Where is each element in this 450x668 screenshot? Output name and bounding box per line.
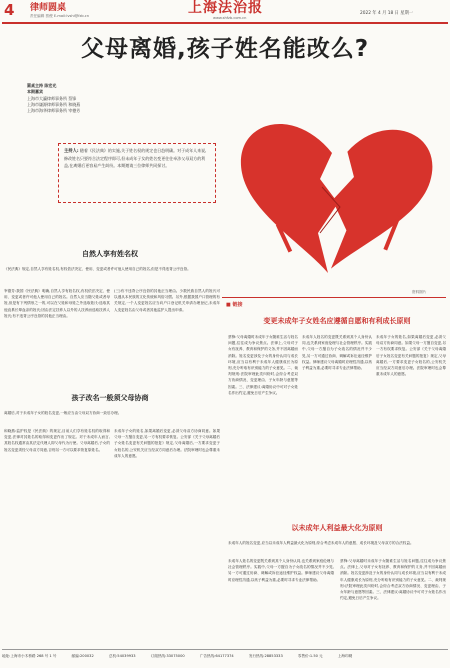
page-title: 父母离婚,孩子姓名能改么? xyxy=(80,36,370,62)
broken-heart-illustration xyxy=(222,83,446,287)
byline-line: 上海市谦源律师事务所 和晓燕 xyxy=(27,101,81,107)
host-label: 主持人: xyxy=(64,149,79,154)
editor-line: 责任编辑 蔡俊 E-mail:lvshi@fzb.cn xyxy=(30,14,90,18)
footer-bar xyxy=(2,649,448,665)
byline-line: 上海市大瀛律师事务所 蔡锋 xyxy=(27,95,77,101)
host-text: 随着《民法典》的实施,关于姓名权的规定也日趋明确。对于成年人来说,修改姓名只要符合法定程序即可,但未成年子女的姓名变更往往牵涉父母双方的利益,在离婚后更容易产生纠纷。本期邀请三位律师共同探讨。 xyxy=(64,148,207,168)
section-heading-4: 以未成年人利益最大化为原则 xyxy=(291,524,383,532)
section-2-col-1: 和晓燕:监护权是《民法典》的规定,目前人们享有姓名权的取得和变更,法律对其姓名的取得和变更作出了规定。对于未成年人而言,其姓名权通常由其法定代理人即父母代为行使。父母离婚后,子女的姓名变更须经父母双方同意,否则另一方可以要求恢复原姓名。 xyxy=(4,429,110,452)
section-4-col-1: 未成年人姓名的变更既关系到其个人身份认同,也关系到家庭伦理与社会管理秩序。实践中,父母一方擅自为子女改名的情况并不少见,另一方可通过协商、调解或诉讼途径维护权益。律师建议父母离婚时应理性沟通,以孩子利益为重,必要时寻求专业法律帮助。 xyxy=(228,559,334,582)
section-1-col-2: (三)有不违背公序良俗的其他正当理由。少数民族自然人的姓氏可以遵从本民族的文化传统和风俗习惯。另外,根据我国户口管理的有关规定,一个人变更姓名应当向户口登记机关申请办理登记,未成年人变更姓名由父母或者其他监护人提出申请。 xyxy=(114,289,220,312)
byline-line: 本期嘉宾 xyxy=(27,89,43,95)
section-1-intro: 《民法典》规定,自然人享有姓名权,有权依法决定、使用、变更或者许可他人使用自己的姓名,但是不得违背公序良俗。 xyxy=(4,267,191,271)
section-3-col-2: 未成年人姓名的变更既关系到其个人身份认同,也关系到家庭伦理与社会管理秩序。实践中,父母一方擅自为子女改名的情况并不少见,另一方可通过协商、调解或诉讼途径维护权益。律师建议父母离婚时应理性沟通,以孩子利益为重,必要时寻求专业法律帮助。 xyxy=(302,335,372,371)
footer-address: 地址:上海市小木桥路 268 号 1 号 xyxy=(2,654,57,658)
section-heading-1: 自然人享有姓名权 xyxy=(82,250,138,258)
section-3-col-3: 未成年子女的姓名,如果离婚后变更,必须父母双方协商同意。如果父母一方擅自变更,另一方有权要求恢复。公安部《关于父母离婚后子女姓名变更有关问题的批复》规定,父母离婚后,一方要求变更子女姓名的,公安机关应当经双方同意后办理。法院审理时也会尊重未成年人的意愿。 xyxy=(376,335,446,377)
section-1-col-1: 宰德芳:我国《民法典》明确,自然人享有姓名权,有权依法决定、使用、变更或者许可他人使用自己的姓名。自然人应当随父姓或者母姓,但是有下列情形之一的,可以在父姓和母姓之外选取姓氏:选取其他直系长辈血亲的姓氏;因由法定扶养人以外的人扶养而选取扶养人姓氏;有不违背公序良俗的其他正当理由。 xyxy=(4,289,110,318)
newspaper-url[interactable]: www.shfzb.com.cn xyxy=(213,16,247,20)
section-2-col-2: 未成年子女的姓名,如果离婚后变更,必须父母双方协商同意。如果父母一方擅自变更,另一方有权要求恢复。公安部《关于父母离婚后子女姓名变更有关问题的批复》规定,父母离婚后,一方要求变更子女姓名的,公安机关应当经双方同意后办理。法院审理时也会尊重未成年人的意愿。 xyxy=(114,429,220,458)
section-heading-2: 孩子改名一般须父母协商 xyxy=(71,394,149,402)
byline-line: 圆桌主持 陈宏光 xyxy=(27,83,57,88)
byline xyxy=(27,83,147,114)
footer-printer: 上海印刷 xyxy=(337,654,353,658)
newspaper-logo: 上海法治报 xyxy=(188,0,263,16)
footer-subscription: 订阅热线:33075000 xyxy=(150,654,185,658)
footer-ads: 广告热线:64177374 xyxy=(199,654,234,658)
issue-date: 2022 年 4 月 18 日 星期一 xyxy=(360,11,414,16)
byline-line: 上海市海华律师事务所 宰德芳 xyxy=(27,108,81,114)
footer-price: 零售价:1.50 元 xyxy=(297,654,323,658)
footer-distribution: 发行热线:28853333 xyxy=(248,654,283,658)
section-heading-3: 变更未成年子女姓名应遵循自愿和有利成长原则 xyxy=(263,317,411,325)
section-3-col-1: 蔡锋:父母离婚时未成年子女随谁生活与姓名问题,往往成为争议焦点。法律上,父母对子女有抚养、教育和保护的义务,并不因离婚而消除。姓名变更涉及子女的身份认同与成长环境,应当以有利于未成年人健康成长为原则,充分听取有识别能力的子女意见。二、裁判规则:法院审理此类纠纷时,会综合考虑双方协商情况、变更理由、子女年龄与意愿等因素。三、法律建议:离婚协议中可对子女姓名作出约定,避免日后产生争议。 xyxy=(228,335,298,395)
header-rule xyxy=(2,22,448,24)
section-2-intro: 离婚后,对于未成年子女的姓名变更,一般应当由父母双方协商一致后办理。 xyxy=(4,411,122,415)
section-title: 律师圆桌 xyxy=(30,3,67,13)
footer-switchboard: 总机:54039933 xyxy=(108,654,136,658)
section-4-col-2: 蔡锋:父母离婚时未成年子女随谁生活与姓名问题,往往成为争议焦点。法律上,父母对子女有抚养、教育和保护的义务,并不因离婚而消除。姓名变更涉及子女的身份认同与成长环境,应当以有利于未成年人健康成长为原则,充分听取有识别能力的子女意见。二、裁判规则:法院审理此类纠纷时,会综合考虑双方协商情况、变更理由、子女年龄与意愿等因素。三、法律建议:离婚协议中可对子女姓名作出约定,避免日后产生争议。 xyxy=(340,559,446,601)
masthead xyxy=(0,0,450,22)
host-intro-box xyxy=(58,143,216,203)
footer-postcode: 邮编:200032 xyxy=(71,654,94,658)
figure-caption: 资料图片 xyxy=(412,290,427,294)
link-label: ■ 链接 xyxy=(226,302,243,308)
section-divider xyxy=(222,297,446,298)
page-number: 4 xyxy=(4,1,15,19)
section-4-intro: 未成年人的姓名变更,应当以未成年人利益最大化为原则,综合考虑未成年人的意愿、成长环境及父母双方的合法权益。 xyxy=(228,541,414,545)
